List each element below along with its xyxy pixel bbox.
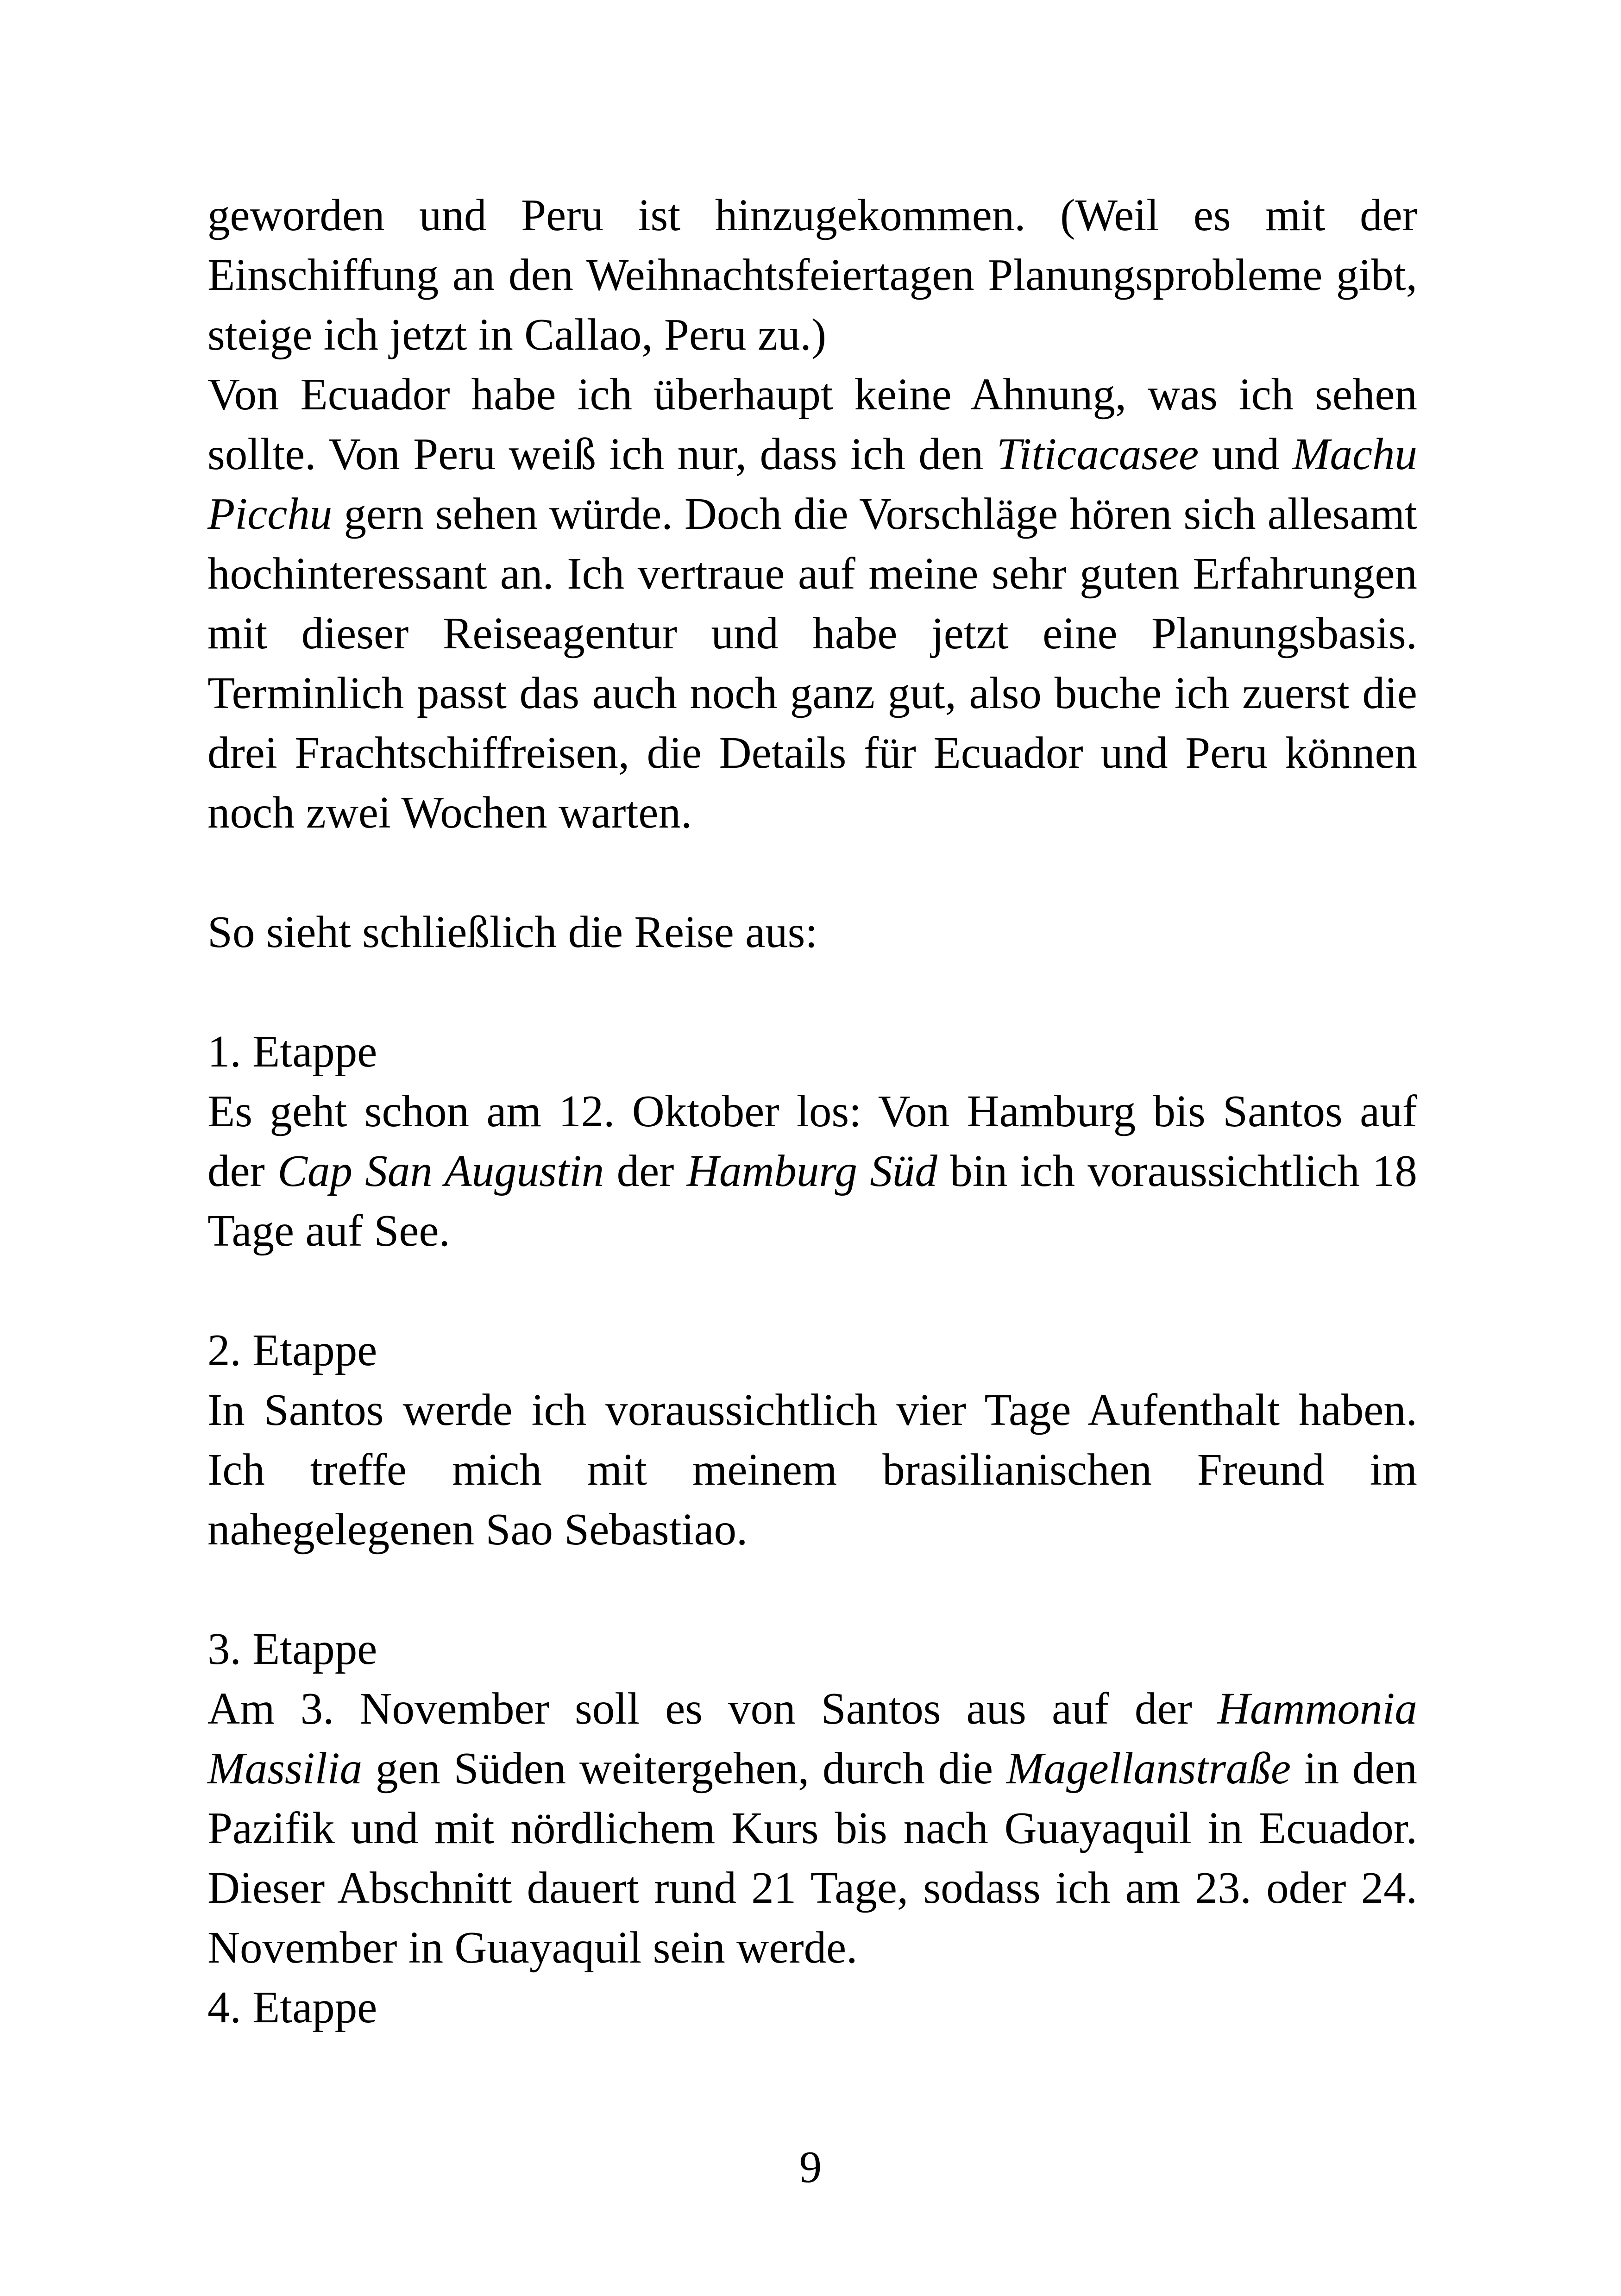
stage-1-heading: 1. Etappe xyxy=(207,1027,377,1076)
paragraph-ecuador-peru-text-a: Von Ecuador habe ich überhaupt keine Ahnung, was ich sehen sollte. Von Peru weiß ich nur, dass ich den xyxy=(207,370,1417,479)
stage-1-text-b: der xyxy=(604,1146,687,1196)
stage-2-text xyxy=(207,1380,1417,1559)
paragraph-peru-added xyxy=(207,185,1417,364)
titicacasee-italic: Titicacasee xyxy=(996,429,1199,479)
paragraph-ecuador-peru-text-c: gern sehen würde. Doch die Vorschläge hören sich allesamt hochinteressant an. Ich vertraue auf meine sehr guten Erfahrungen mit dieser Reiseagentur und habe jetzt eine Planungsbasis. Terminlich passt das auch noch ganz gut, also buche ich zuerst die drei Frachtschiffreisen, die Details für Ecuador und Peru können noch zwei Wochen warten. xyxy=(207,489,1417,837)
stage-2-text-body: In Santos werde ich voraussichtlich vier Tage Aufenthalt haben. Ich treffe mich mit meinem brasilianischen Freund im nahegelegenen Sao Sebastiao. xyxy=(207,1385,1417,1554)
hamburg-sued-italic: Hamburg Süd xyxy=(686,1146,937,1196)
paragraph-gap xyxy=(207,1261,1417,1320)
stage-1-text xyxy=(207,1081,1417,1261)
stage-2-heading: 2. Etappe xyxy=(207,1325,377,1375)
stage-1-text-c: bin ich voraussichtlich 18 Tage auf See. xyxy=(207,1146,1417,1255)
paragraph-intro-itinerary-text: So sieht schließlich die Reise aus: xyxy=(207,907,818,957)
magellanstrasse-italic: Magellanstraße xyxy=(1006,1744,1291,1793)
paragraph-ecuador-peru-text-b: und xyxy=(1199,429,1293,479)
stage-3-text-c: in den Pazifik und mit nördlichem Kurs bis nach Guayaquil in Ecuador. Dieser Abschnitt dauert rund 21 Tage, sodass ich am 23. oder 24. November in Guayaquil sein werde. xyxy=(207,1744,1417,1972)
paragraph-gap xyxy=(207,1559,1417,1619)
stage-3-heading: 3. Etappe xyxy=(207,1624,377,1674)
hammonia-massilia-italic: Hammonia Massilia xyxy=(207,1684,1417,1793)
page-number: 9 xyxy=(799,2142,822,2192)
paragraph-gap xyxy=(207,962,1417,1022)
cap-san-augustin-italic: Cap San Augustin xyxy=(277,1146,604,1196)
paragraph-ecuador-peru xyxy=(207,364,1417,842)
paragraph-peru-added-text: geworden und Peru ist hinzugekommen. (Weil es mit der Einschiffung an den Weihnachtsfeiertagen Planungsprobleme gibt, steige ich jetzt in Callao, Peru zu.) xyxy=(207,190,1417,359)
stage-3-text xyxy=(207,1679,1417,1977)
machu-picchu-italic: Machu Picchu xyxy=(207,429,1418,539)
stage-3-text-b: gen Süden weitergehen, durch die xyxy=(362,1744,1006,1793)
stage-3-text-a: Am 3. November soll es von Santos aus auf der xyxy=(207,1684,1218,1733)
page-body xyxy=(207,185,1417,2037)
paragraph-gap xyxy=(207,842,1417,902)
stage-1-text-a: Es geht schon am 12. Oktober los: Von Hamburg bis Santos auf der xyxy=(207,1086,1417,1196)
paragraph-intro-itinerary xyxy=(207,902,1417,962)
stage-4-heading: 4. Etappe xyxy=(207,1982,377,2032)
